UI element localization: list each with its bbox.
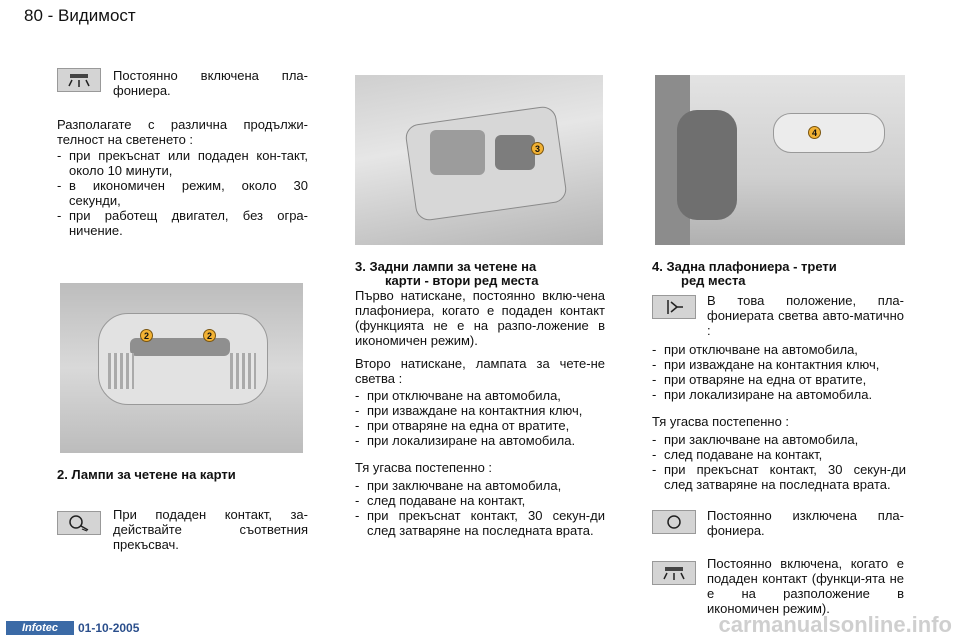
section4-title-line1: 4. Задна плафониера - трети bbox=[652, 259, 837, 274]
lamp-on-icon-graphic bbox=[62, 71, 96, 89]
section4-list2 bbox=[652, 432, 906, 492]
off-text: Постоянно изключена пла-фониера. bbox=[707, 508, 904, 538]
section3-list1 bbox=[355, 388, 610, 448]
watermark: carmanualsonline.info bbox=[718, 612, 952, 637]
lamp-on-contact-icon-graphic bbox=[657, 564, 691, 582]
lamp-off-icon-graphic bbox=[657, 513, 691, 531]
list-item: - при заключване на автомобила, bbox=[652, 432, 906, 447]
front-map-lamps-photo bbox=[60, 283, 303, 453]
section2-text: При подаден контакт, за-действайте съответния прекъсвач. bbox=[113, 507, 308, 552]
lens-left bbox=[108, 353, 134, 389]
callout-badge: 4 bbox=[808, 126, 821, 139]
section3-p2: Второ натискане, лампата за чете-не светва : bbox=[355, 356, 605, 386]
grab-handle bbox=[677, 110, 737, 220]
list-item: - след подаване на контакт, bbox=[355, 493, 605, 508]
on-text: Постоянно включена, когато е подаден контакт (функци-ята не е на разположение в икономичен режим). bbox=[707, 556, 904, 616]
section3-p1: Първо натискане, постоянно вклю-чена плафониера, когато е подаден контакт (функцията не е на разпо-ложение в икономичен режим). bbox=[355, 288, 605, 348]
callout-badge: 2 bbox=[203, 329, 216, 342]
section4-text: В това положение, пла-фониерата светва авто-матично : bbox=[707, 293, 904, 338]
list-item: - при локализиране на автомобила. bbox=[355, 433, 610, 448]
list-item: - след подаване на контакт, bbox=[652, 447, 906, 462]
reading-lamp-icon-graphic bbox=[62, 514, 96, 532]
list-item: - при отваряне на една от вратите, bbox=[355, 418, 610, 433]
section4-list1 bbox=[652, 342, 907, 402]
lamp-auto-icon-graphic bbox=[657, 298, 691, 316]
section2-title: 2. Лампи за четене на карти bbox=[57, 467, 236, 482]
list-item: - при изваждане на контактния ключ, bbox=[652, 357, 907, 372]
rear-map-lamp-photo bbox=[355, 75, 603, 245]
section3-list2 bbox=[355, 478, 605, 538]
options-heading: Разполагате с различна продължи-телност на светенето : bbox=[57, 117, 308, 147]
callout-badge: 3 bbox=[531, 142, 544, 155]
list-item: - при отваряне на една от вратите, bbox=[652, 372, 907, 387]
list-item: - при изваждане на контактния ключ, bbox=[355, 403, 610, 418]
section4-p2: Тя угасва постепенно : bbox=[652, 414, 790, 429]
lamp-on-contact-icon bbox=[652, 561, 696, 585]
section3-title-line2: карти - втори ред места bbox=[385, 273, 539, 288]
print-date: 01-10-2005 bbox=[78, 621, 140, 635]
list-item: - при заключване на автомобила, bbox=[355, 478, 605, 493]
list-item: - при прекъснат контакт, 30 секун-ди след затваряне на последната врата. bbox=[355, 508, 605, 538]
lamp-lens bbox=[430, 130, 485, 175]
list-item: - в икономичен режим, около 30 секунди, bbox=[57, 178, 308, 208]
lamp-on-icon bbox=[57, 68, 101, 92]
lamp-housing bbox=[404, 105, 568, 222]
list-item: - при отключване на автомобила, bbox=[652, 342, 907, 357]
lamp-housing bbox=[773, 113, 885, 153]
list-item: - при локализиране на автомобила. bbox=[652, 387, 907, 402]
list-item: - при прекъснат или подаден кон-такт, около 10 минути, bbox=[57, 148, 308, 178]
list-item: - при работещ двигател, без огра-ничение. bbox=[57, 208, 308, 238]
rear-courtesy-lamp-photo bbox=[655, 75, 905, 245]
reading-lamp-icon bbox=[57, 511, 101, 535]
lamp-auto-icon bbox=[652, 295, 696, 319]
section4-title-line2: ред места bbox=[681, 273, 746, 288]
section3-p3: Тя угасва постепенно : bbox=[355, 460, 493, 475]
callout-badge: 2 bbox=[140, 329, 153, 342]
intro-text: Постоянно включена пла-фониера. bbox=[113, 68, 308, 98]
options-list bbox=[57, 148, 308, 238]
infotec-logo: Infotec bbox=[6, 621, 74, 635]
page-title: 80 - Видимост bbox=[24, 6, 136, 25]
lamp-off-icon bbox=[652, 510, 696, 534]
lens-right bbox=[230, 353, 256, 389]
lamp-switch bbox=[495, 135, 535, 170]
list-item: - при отключване на автомобила, bbox=[355, 388, 610, 403]
list-item: - при прекъснат контакт, 30 секун-ди след затваряне на последната врата. bbox=[652, 462, 906, 492]
section3-title-line1: 3. Задни лампи за четене на bbox=[355, 259, 537, 274]
